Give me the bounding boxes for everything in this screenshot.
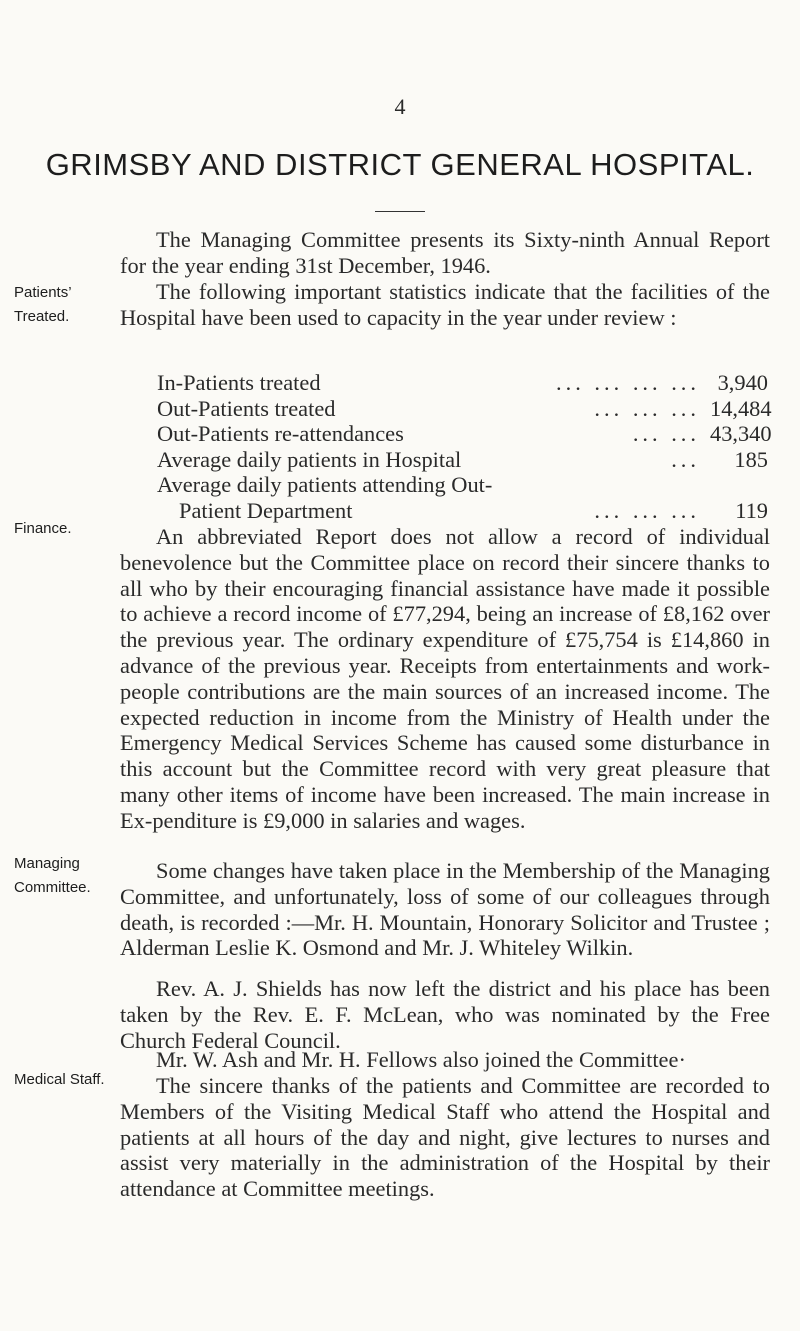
stat-label: In-Patients treated — [157, 370, 321, 395]
stat-value: 14,484 — [710, 395, 772, 421]
stats-intro-paragraph: The following important statistics indicate that the facilities of the Hospital have been used to capacity in the year under review : — [120, 279, 770, 330]
leader-dots: ... ... — [632, 421, 700, 447]
margin-note-managing-line1: Managing — [14, 855, 80, 872]
margin-note-medical: Medical Staff. — [14, 1071, 105, 1088]
stat-value: 119 — [735, 497, 768, 523]
stat-label: Average daily patients attending Out- — [157, 472, 493, 498]
leader-dots: ... ... ... — [594, 497, 700, 523]
title-rule — [375, 211, 425, 212]
page-title: GRIMSBY AND DISTRICT GENERAL HOSPITAL. — [45, 147, 755, 182]
margin-note-patients — [14, 281, 72, 329]
stat-row — [157, 395, 772, 422]
leader-dots: ... ... ... — [594, 395, 700, 421]
stat-label: Average daily patients in Hospital — [157, 446, 462, 472]
margin-note-managing-line2: Committee. — [14, 879, 91, 896]
margin-note-patients-line2: Treated. — [14, 308, 70, 325]
finance-paragraph: An abbreviated Report does not allow a record of individual benevolence but the Committee place on record their sincere thanks to all who by their encouraging financial assistance have made it possible to achieve a record income of £77,294, being an increase of £8,162 over the previous year. The ordinary expenditure of £75,754 is £14,860 in advance of the previous year. Receipts from entertainments and work-people contributions are the main sources of an increased income. The expected reduction in income from the Ministry of Health under the Emergency Medical Services Scheme has caused some disturbance in this account but the Committee record with very great pleasure that many other items of income have been increased. The main increase in Ex-penditure is £9,000 in salaries and wages. — [120, 524, 770, 833]
stat-row — [157, 472, 768, 498]
margin-note-patients-line1: Patients’ — [14, 284, 72, 301]
margin-note-finance: Finance. — [14, 520, 72, 537]
stat-row — [157, 421, 772, 447]
stat-label: Patient Department — [179, 497, 353, 523]
stat-value: 3,940 — [717, 370, 768, 395]
stat-label: Out-Patients re-attendances — [157, 421, 404, 447]
margin-note-managing — [14, 852, 91, 900]
managing-paragraph-2: Rev. A. J. Shields has now left the district and his place has been taken by the Rev. E. F. McLean, who was nominated by the Free Church Federal Council. — [120, 976, 770, 1053]
stat-row — [157, 370, 768, 396]
leader-dots: ... ... ... ... — [556, 370, 700, 395]
stat-row — [157, 498, 768, 524]
managing-paragraph-3: Mr. W. Ash and Mr. H. Fellows also joined the Committee· — [156, 1047, 686, 1072]
leader-dots: ... — [671, 446, 700, 472]
medical-staff-paragraph: The sincere thanks of the patients and Committee are recorded to Members of the Visiting Medical Staff who attend the Hospital and patients at all hours of the day and night, give lectures to nurses and assist very materially in the administration of the Hospital by their attendance at Committee meetings. — [120, 1073, 770, 1202]
stat-value: 185 — [734, 446, 768, 472]
managing-paragraph-1: Some changes have taken place in the Membership of the Managing Committee, and unfortunately, loss of some of our colleagues through death, is recorded :—Mr. H. Mountain, Honorary Solicitor and Trustee ; Alderman Leslie K. Osmond and Mr. J. Whiteley Wilkin. — [120, 858, 770, 961]
stat-row — [157, 447, 768, 473]
page-number: 4 — [394, 94, 406, 119]
stat-value: 43,340 — [710, 421, 772, 447]
stat-label: Out-Patients treated — [157, 395, 336, 421]
intro-paragraph: The Managing Committee presents its Sixty-ninth Annual Report for the year ending 31st December, 1946. — [120, 227, 770, 278]
statistics-table — [157, 370, 772, 524]
